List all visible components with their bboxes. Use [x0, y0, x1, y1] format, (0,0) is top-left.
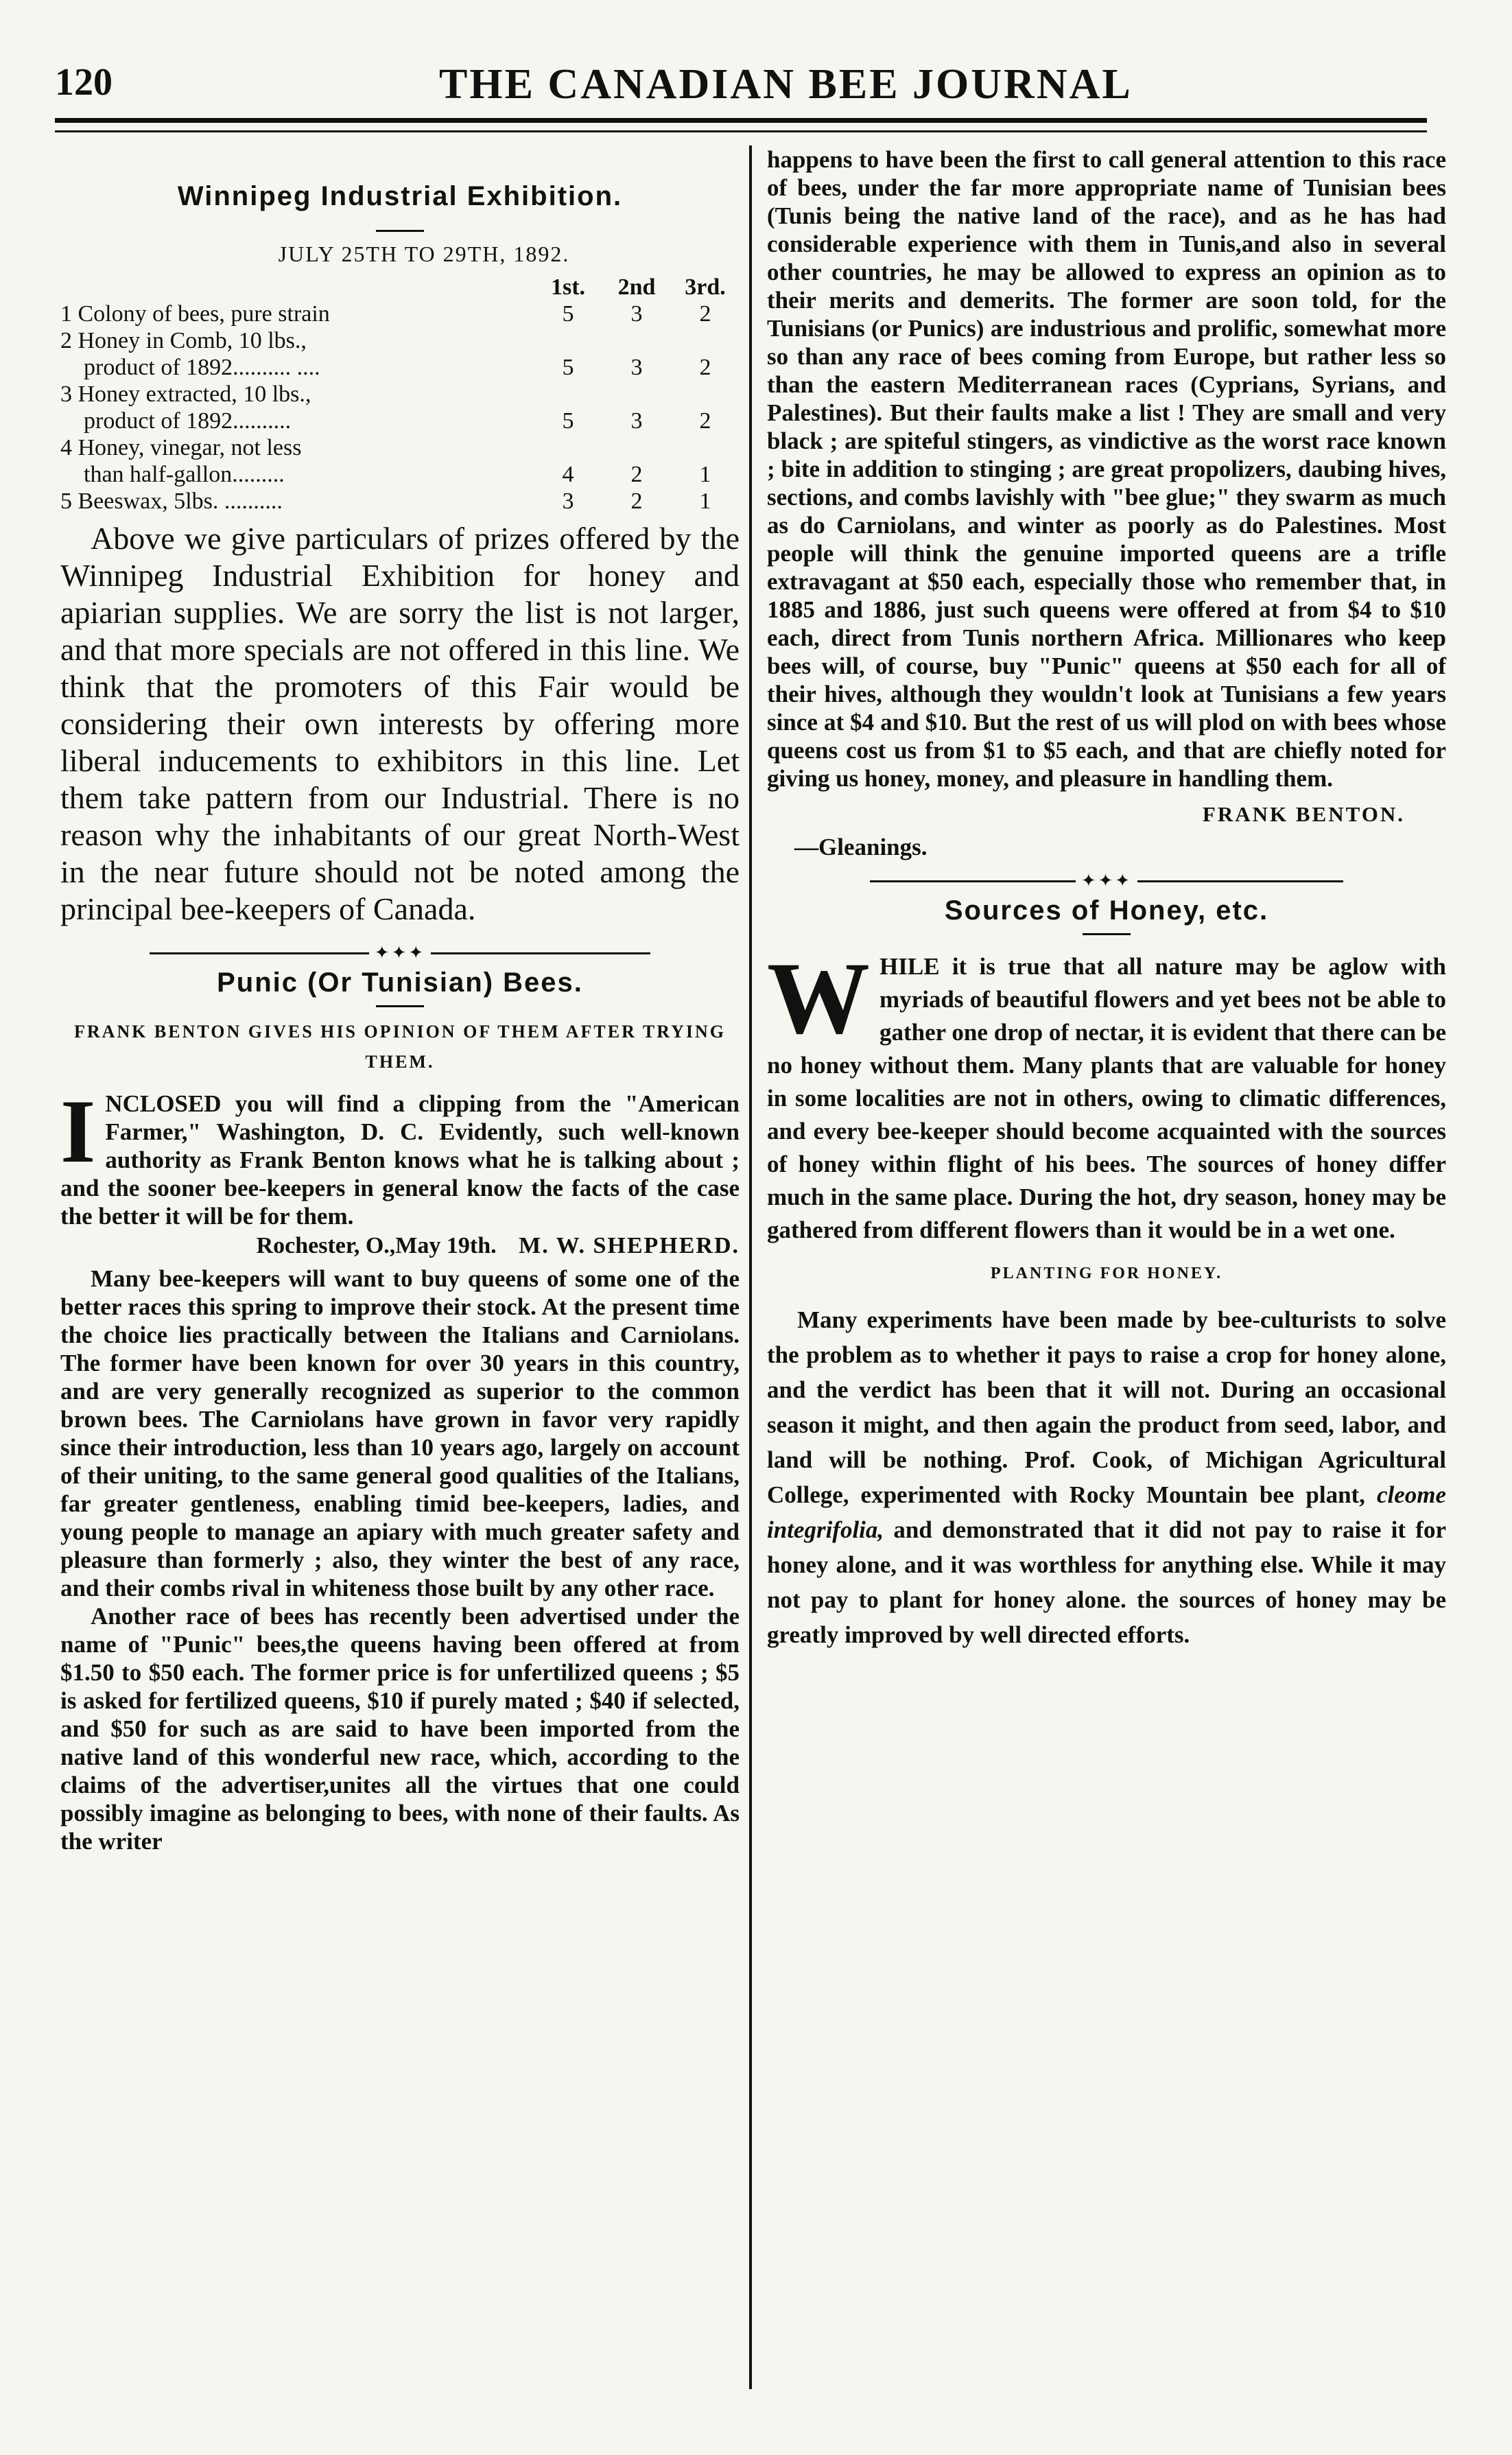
prize-first — [534, 434, 602, 461]
header-rule-thin — [55, 130, 1427, 132]
prize-first: 5 — [562, 408, 574, 434]
col-header-third: 3rd. — [685, 274, 726, 300]
prize-second: 2 — [630, 462, 643, 487]
prize-second — [602, 327, 671, 354]
punic-subhead: FRANK BENTON GIVES HIS OPINION OF THEM AFTER TRYING THEM. — [73, 1022, 727, 1072]
prize-second: 3 — [630, 355, 643, 380]
table-row — [60, 327, 740, 354]
prize-label: than half-gallon......... — [84, 462, 285, 487]
prize-first — [534, 327, 602, 354]
dropcap-letter: I — [60, 1081, 96, 1182]
prize-third: 1 — [699, 462, 711, 487]
prize-second: 3 — [630, 301, 643, 327]
punic-sender — [60, 1233, 740, 1259]
punic-intro-text: NCLOSED you will find a clipping from the "American Farmer," Washington, D. C. Evidently, such well-known authority as Frank Benton knows what he is talking about ; and the sooner bee-keepers in general know the facts of the case the better it will be for them. — [60, 1090, 740, 1230]
prize-first: 3 — [562, 489, 574, 514]
table-row — [60, 434, 740, 461]
prize-table — [60, 274, 740, 515]
right-column — [767, 145, 1446, 1652]
winnipeg-title: Winnipeg Industrial Exhibition. — [177, 181, 623, 211]
dropcap-letter: W — [767, 941, 870, 1055]
planting-text-pre: Many experiments have been made by bee-culturists to solve the problem as to whether it pays to raise a crop for honey alone, and the verdict has been that it will not. During an occasional season it might, and then again the product from seed, labor, and land will be nothing. Prof. Cook, of Michigan Agricultural College, experimented with Rocky Mountain bee plant, — [767, 1306, 1446, 1508]
col-header-second: 2nd — [617, 274, 656, 300]
table-row — [60, 461, 740, 488]
prize-first: 5 — [562, 301, 574, 327]
sources-intro-text: HILE it is true that all nature may be aglow with myriads of beautiful flowers and yet bees not be able to gather one drop of nectar, it is evident that there can be no honey without them. Many plants that are valuable for honey in some localities are not in others, owing to climatic differences, and every bee-keeper should become acquainted with the sources of honey within flight of his bees. The sources of honey differ much in the same place. During the hot, dry season, honey may be gathered from different flowers than it would be in a wet one. — [767, 953, 1446, 1243]
prize-label: 4 Honey, vinegar, not less — [60, 435, 302, 460]
table-row — [60, 381, 740, 408]
prize-second: 2 — [630, 489, 643, 514]
col-header-first: 1st. — [550, 274, 586, 300]
sources-intro — [767, 941, 1446, 1247]
title-rule — [376, 1005, 424, 1007]
prize-third: 2 — [699, 301, 711, 327]
ornament-mark-icon: ✦✦✦ — [374, 943, 426, 963]
prize-second: 3 — [630, 408, 643, 434]
prize-first — [534, 381, 602, 408]
planting-paragraph — [767, 1302, 1446, 1652]
prize-first: 5 — [562, 355, 574, 380]
signature: FRANK BENTON. — [1202, 802, 1405, 826]
punic-intro — [60, 1081, 740, 1230]
prize-table-header — [60, 274, 740, 301]
prize-label: 2 Honey in Comb, 10 lbs., — [60, 328, 307, 353]
table-row — [60, 301, 740, 327]
prize-second — [602, 434, 671, 461]
plant-latin-name: cleome integrifolia, — [767, 1481, 1446, 1543]
sender-place: Rochester, O.,May 19th. — [256, 1233, 497, 1258]
prize-third — [671, 327, 740, 354]
source-reference: —Gleanings. — [794, 834, 928, 860]
prize-third — [671, 434, 740, 461]
punic-continued: happens to have been the first to call general attention to this race of bees, under the far more appropriate name of Tunisian bees (Tunis being the native land of the race), and as he has had considerable experience with them in Tunis,and also in several other countries, he may be allowed to express an opinion as to their merits and demerits. The former are soon told, for the Tunisians (or Punics) are industrious and prolific, somewhat more so than any race of bees coming from Europe, but rather less so than the eastern Mediterranean races (Cyprians, Syrians, and Palestines). But their faults make a list ! They are small and very black ; are spiteful stingers, as vindictive as the worst race known ; bite in addition to stinging ; are great propolizers, daubing hives, sections, and combs lavishly with "bee glue;" they swarm as much as do Carniolans, and winter as poorly as do Palestines. Most people will think the genuine imported queens are a trifle extravagant at $50 each, especially those who remember that, in 1885 and 1886, just such queens were offered at from $4 to $10 each, direct from Tunis northern Africa. Millionares who keep bees will, of course, buy "Punic" queens at $50 each for all of their hives, although they wouldn't look at Tunisians a few years since at $4 and $10. But the rest of us will plod on with bees whose queens cost us from $1 to $5 each, and that are chiefly noted for giving us honey, money, and pleasure in handling them. — [767, 146, 1446, 792]
ornament-mark-icon: ✦✦✦ — [1080, 871, 1133, 891]
page-number: 120 — [55, 61, 113, 104]
prize-first: 4 — [562, 462, 574, 487]
table-row — [60, 408, 740, 434]
left-column — [60, 145, 740, 1855]
section-ornament — [60, 943, 740, 963]
prize-label: 3 Honey extracted, 10 lbs., — [60, 381, 311, 407]
punic-title: Punic (Or Tunisian) Bees. — [217, 967, 583, 998]
sources-title: Sources of Honey, etc. — [944, 895, 1269, 926]
prize-third: 1 — [699, 489, 711, 514]
sender-name: M. W. SHEPHERD. — [519, 1233, 740, 1258]
title-rule — [1083, 933, 1131, 935]
punic-para-1: Many bee-keepers will want to buy queens of some one of the better races this spring to improve their stock. At the present time the choice lies practically between the Italians and Carniolans. The former have been known for over 30 years in this country, and are very generally recognized as superior to the common brown bees. The Carniolans have grown in favor very rapidly since their introduction, less than 10 years ago, largely on account of their uniting, to the same general good qualities of the Italians, far greater gentleness, enabling timid bee-keepers, ladies, and young people to manage an apiary with much greater safety and pleasure than formerly ; also, they winter the best of any race, and their combs rival in whiteness those built by any other race. — [60, 1265, 740, 1601]
prize-label: 5 Beeswax, 5lbs. .......... — [60, 489, 283, 514]
prize-label: product of 1892.......... .... — [84, 355, 320, 380]
punic-para-2: Another race of bees has recently been advertised under the name of "Punic" bees,the queens having been offered at from $1.50 to $50 each. The former price is for unfertilized queens ; $5 is asked for fertilized queens, $10 if purely mated ; $40 if selected, and $50 for such as are said to have been imported from the native land of this wonderful new race, which, according to the claims of the advertiser,unites all the virtues that one could possibly imagine as belonging to bees, with none of their faults. As the writer — [60, 1603, 740, 1855]
header-rule-thick — [55, 118, 1427, 123]
prize-label: 1 Colony of bees, pure strain — [60, 301, 330, 327]
winnipeg-paragraph: Above we give particulars of prizes offered by the Winnipeg Industrial Exhibition for honey and apiarian supplies. We are sorry the list is not larger, and that more specials are not offered in this line. We think that the promoters of this Fair would be considering their own interests by offering more liberal inducements to exhibitors in this line. Let them take pattern from our Industrial. There is no reason why the inhabitants of our great North-West in the near future should not be noted among the principal bee-keepers of Canada. — [60, 521, 740, 926]
page-header — [55, 60, 1420, 115]
prize-third: 2 — [699, 355, 711, 380]
journal-title: THE CANADIAN BEE JOURNAL — [439, 61, 1133, 108]
prize-second — [602, 381, 671, 408]
planting-text-post: and demonstrated that it did not pay to raise it for honey alone, and it was worthless for anything else. While it may not pay to plant for honey alone. the sources of honey may be greatly improved by well directed efforts. — [767, 1516, 1447, 1648]
prize-third — [671, 381, 740, 408]
planting-subhead: PLANTING FOR HONEY. — [990, 1265, 1223, 1282]
section-ornament — [767, 871, 1446, 891]
title-rule — [376, 230, 424, 232]
table-row — [60, 488, 740, 515]
prize-label: product of 1892.......... — [84, 408, 292, 434]
table-row — [60, 354, 740, 381]
exhibition-dates: JULY 25TH TO 29TH, 1892. — [278, 242, 570, 266]
prize-third: 2 — [699, 408, 711, 434]
column-divider — [749, 145, 752, 2389]
